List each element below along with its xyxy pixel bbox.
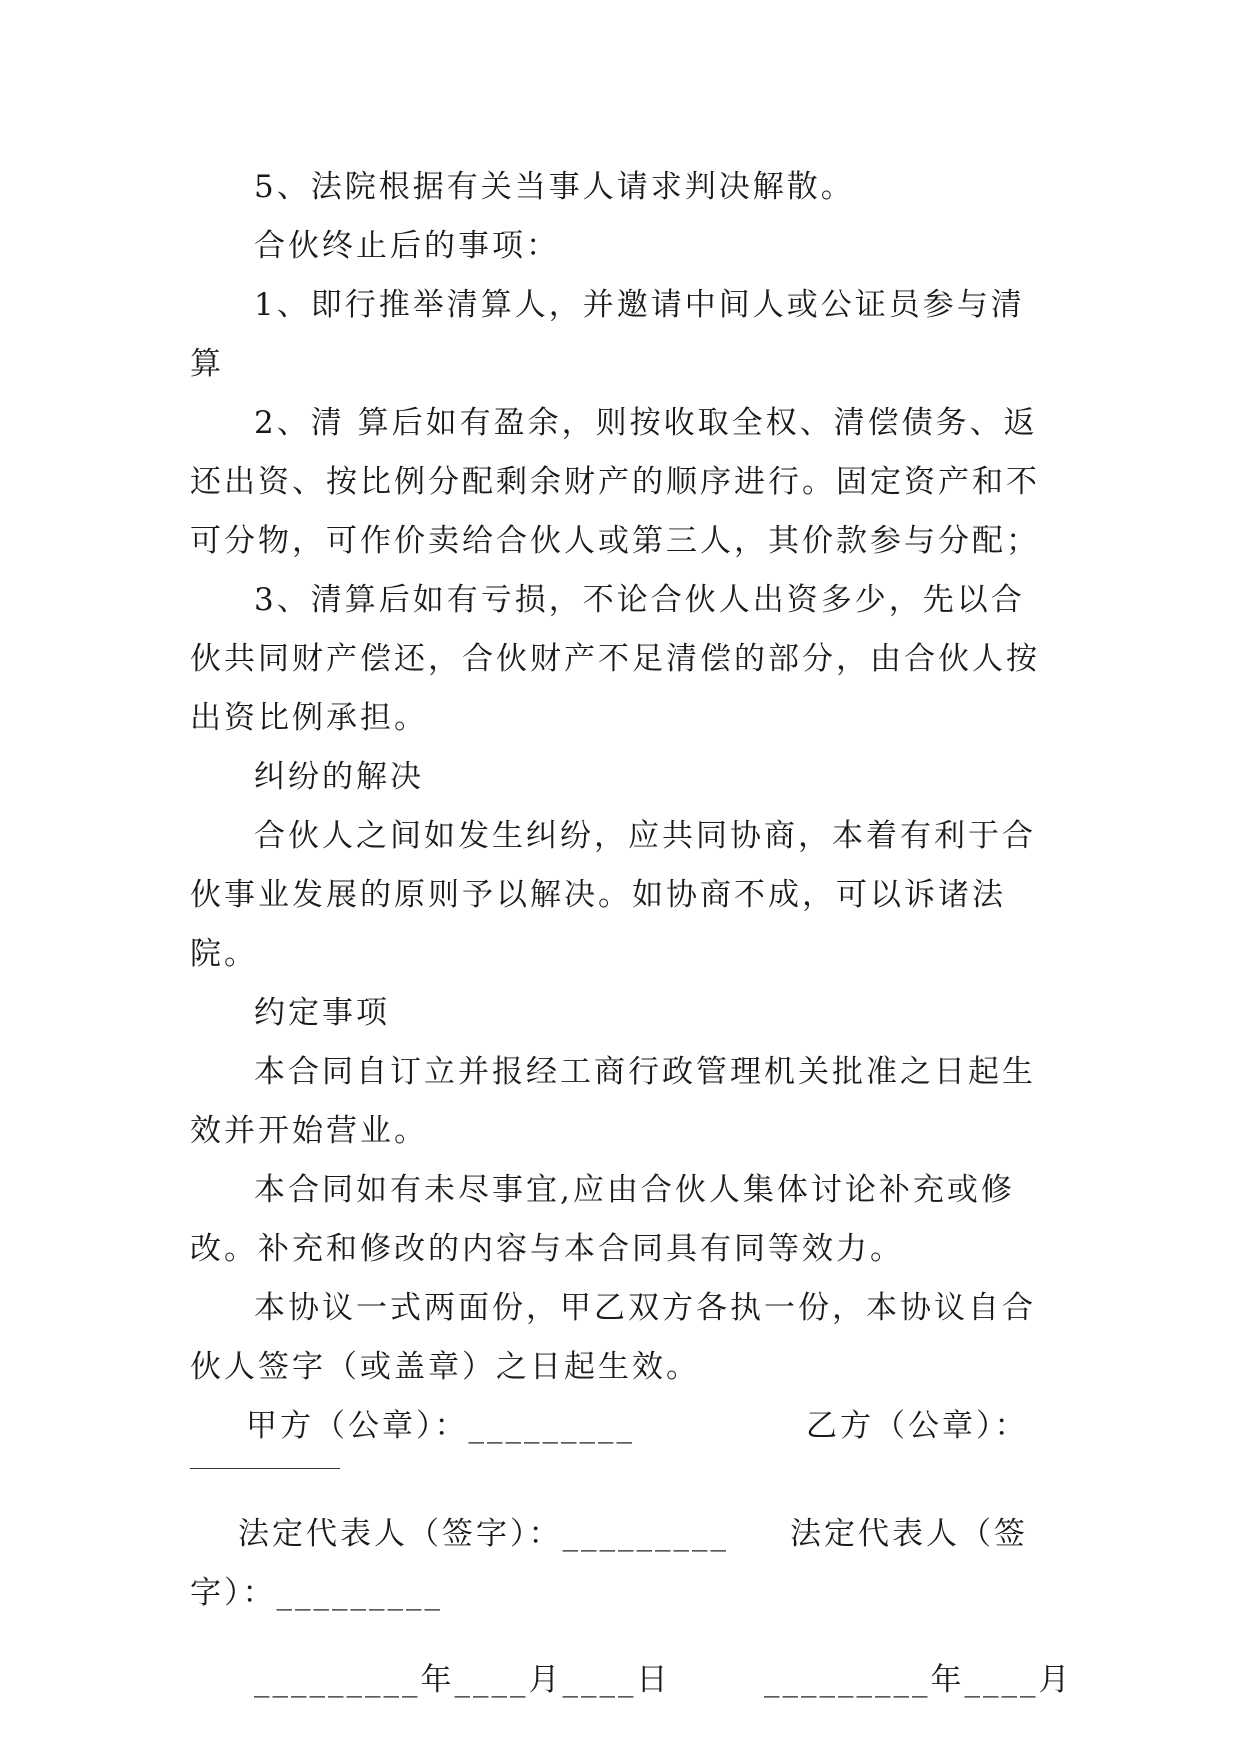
paragraph-copies: 本协议一式两面份，甲乙双方各执一份，本协议自合伙人签字（或盖章）之日起生效。 [190,1290,1036,1385]
party-a-date: _________年____月____日 [254,1662,671,1698]
paragraph-effective-date: 本合同自订立并报经工商行政管理机关批准之日起生效并开始营业。 [190,1054,1036,1149]
signature-seal-row [190,1397,1050,1456]
heading-termination-matters: 合伙终止后的事项： [254,228,560,264]
document-body [190,158,1073,1710]
paragraph-termination-1: 1、即行推举清算人，并邀请中间人或公证员参与清算 [190,287,1025,382]
date-row [190,1651,1073,1710]
paragraph-dispute-resolution: 合伙人之间如发生纠纷，应共同协商，本着有利于合伙事业发展的原则予以解决。如协商不成，可以诉诸法院。 [190,818,1036,972]
heading-dispute-resolution: 纠纷的解决 [254,759,424,795]
party-b-seal-label: 乙方（公章）： [806,1408,1029,1444]
heading-agreed-matters: 约定事项 [254,995,390,1031]
paragraph-supplement: 本合同如有未尽事宜,应由合伙人集体讨论补充或修改。补充和修改的内容与本合同具有同等效力。 [190,1172,1015,1267]
party-a-representative-label: 法定代表人（签字）：_________ [238,1516,729,1552]
paragraph-dissolution-5: 5、法院根据有关当事人请求判决解散。 [254,169,855,205]
party-a-seal-label: 甲方（公章）：_________ [246,1408,635,1444]
party-b-representative-label: 法定代表人（签 [790,1516,1028,1552]
paragraph-termination-2: 2、清 算后如有盈余，则按收取全权、清偿债务、返还出资、按比例分配剩余财产的顺序进行。固定资产和不可分物，可作价卖给合伙人或第三人，其价款参与分配； [190,405,1040,559]
representative-row [190,1505,1050,1564]
representative-row-continued [190,1564,1050,1623]
party-b-seal-blank [190,1456,340,1469]
party-b-date: _________年____月 [764,1662,1073,1698]
party-b-representative-label-cont: 字）：_________ [190,1575,443,1611]
paragraph-termination-3: 3、清算后如有亏损，不论合伙人出资多少，先以合伙共同财产偿还，合伙财产不足清偿的部分，由合伙人按出资比例承担。 [190,582,1040,736]
